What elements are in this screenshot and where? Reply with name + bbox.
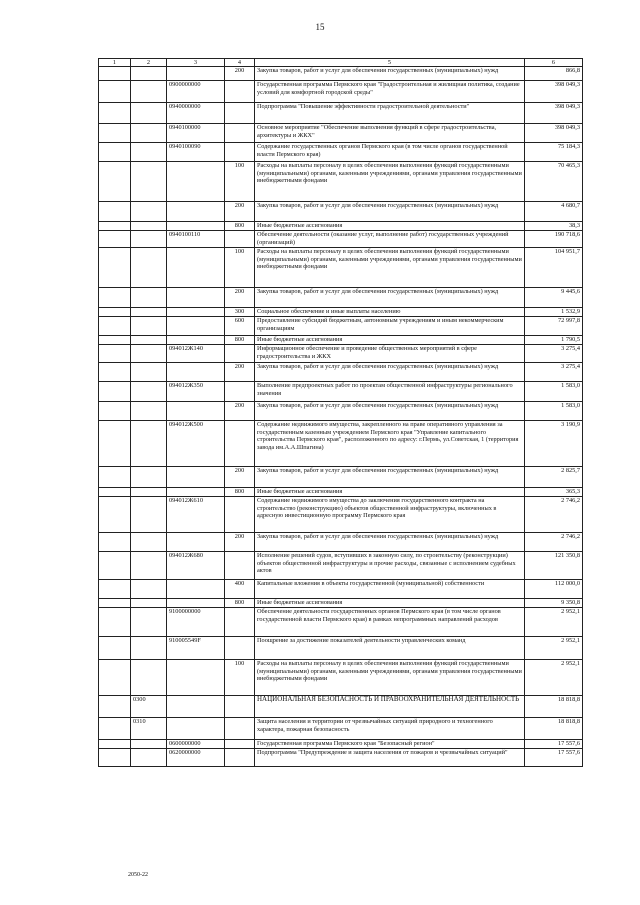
cell-target-article	[167, 467, 225, 488]
table-row	[99, 288, 583, 308]
cell-target-article: 910005549F	[167, 637, 225, 660]
cell-amount: 3 275,4	[525, 363, 583, 382]
cell-amount: 70 465,3	[525, 162, 583, 202]
table-row	[99, 317, 583, 336]
cell-amount: 18 818,8	[525, 718, 583, 740]
cell-subsection	[131, 202, 167, 222]
cell-target-article: 9100000000	[167, 608, 225, 637]
cell-amount: 2 952,1	[525, 660, 583, 696]
cell-target-article	[167, 718, 225, 740]
header-col-5: 5	[255, 59, 525, 67]
cell-subsection	[131, 402, 167, 421]
cell-expense-type: 100	[225, 162, 255, 202]
cell-subsection	[131, 552, 167, 580]
cell-target-article	[167, 162, 225, 202]
cell-target-article: 0940100110	[167, 231, 225, 248]
cell-description: Расходы на выплаты персоналу в целях обеспечения выполнения функций государственными (муниципальными) органами, казенными учреждениями, органами управления государственными внебюджетными фондами	[255, 162, 525, 202]
cell-description: Государственная программа Пермского края "Безопасный регион"	[255, 740, 525, 749]
table-row	[99, 740, 583, 749]
cell-section	[99, 248, 131, 288]
table-row	[99, 143, 583, 162]
table-row	[99, 467, 583, 488]
cell-description: Закупка товаров, работ и услуг для обеспечения государственных (муниципальных) нужд	[255, 402, 525, 421]
cell-section	[99, 288, 131, 308]
cell-subsection	[131, 336, 167, 345]
cell-expense-type	[225, 143, 255, 162]
cell-target-article	[167, 288, 225, 308]
cell-description: Закупка товаров, работ и услуг для обеспечения государственных (муниципальных) нужд	[255, 363, 525, 382]
cell-amount: 75 184,3	[525, 143, 583, 162]
cell-section	[99, 222, 131, 231]
cell-description: Поощрение за достижение показателей деятельности управленческих команд	[255, 637, 525, 660]
table-row	[99, 637, 583, 660]
cell-amount: 9 445,6	[525, 288, 583, 308]
cell-description: Подпрограмма "Предупреждение и защита населения от пожаров и чрезвычайных ситуаций"	[255, 749, 525, 767]
table-row	[99, 248, 583, 288]
cell-target-article	[167, 402, 225, 421]
cell-target-article: 094012Ж680	[167, 552, 225, 580]
cell-amount: 190 718,6	[525, 231, 583, 248]
cell-subsection	[131, 637, 167, 660]
table-row	[99, 222, 583, 231]
cell-target-article	[167, 580, 225, 599]
header-col-6: 6	[525, 59, 583, 67]
cell-description: Закупка товаров, работ и услуг для обеспечения государственных (муниципальных) нужд	[255, 67, 525, 81]
cell-section	[99, 740, 131, 749]
cell-amount: 3 275,4	[525, 345, 583, 363]
cell-description: Иные бюджетные ассигнования	[255, 488, 525, 497]
cell-target-article	[167, 222, 225, 231]
cell-amount: 18 818,8	[525, 696, 583, 718]
cell-description: Содержание недвижимого имущества до заключения государственного контракта на строительство (реконструкцию) объектов общественной инфраструктуры, включенных в адресную инвестиционную программу Пермского края	[255, 497, 525, 533]
cell-expense-type	[225, 637, 255, 660]
cell-amount: 9 350,8	[525, 599, 583, 608]
cell-description: Основное мероприятие "Обеспечение выполнения функций в сфере градостроительства, архитектуры и ЖКХ"	[255, 124, 525, 143]
cell-amount: 866,8	[525, 67, 583, 81]
cell-expense-type: 100	[225, 248, 255, 288]
cell-expense-type	[225, 81, 255, 103]
cell-description: Социальное обеспечение и иные выплаты населению	[255, 308, 525, 317]
cell-subsection	[131, 103, 167, 124]
cell-expense-type	[225, 231, 255, 248]
cell-amount: 365,3	[525, 488, 583, 497]
cell-target-article	[167, 660, 225, 696]
table-row	[99, 488, 583, 497]
cell-subsection	[131, 580, 167, 599]
cell-target-article	[167, 696, 225, 718]
cell-target-article	[167, 363, 225, 382]
cell-amount: 104 951,7	[525, 248, 583, 288]
cell-expense-type	[225, 382, 255, 402]
cell-subsection	[131, 222, 167, 231]
cell-subsection	[131, 81, 167, 103]
header-row	[99, 59, 583, 67]
cell-expense-type: 200	[225, 202, 255, 222]
table-row	[99, 660, 583, 696]
cell-expense-type: 300	[225, 308, 255, 317]
cell-section	[99, 67, 131, 81]
table-row	[99, 67, 583, 81]
cell-section	[99, 202, 131, 222]
cell-section	[99, 749, 131, 767]
cell-section	[99, 308, 131, 317]
header-col-2: 2	[131, 59, 167, 67]
cell-subsection	[131, 660, 167, 696]
cell-subsection	[131, 317, 167, 336]
cell-description: Капитальные вложения в объекты государственной (муниципальной) собственности	[255, 580, 525, 599]
table-row	[99, 552, 583, 580]
cell-subsection	[131, 599, 167, 608]
cell-expense-type: 200	[225, 467, 255, 488]
cell-section	[99, 336, 131, 345]
cell-target-article	[167, 67, 225, 81]
cell-description: Выполнение предпроектных работ по проектам общественной инфраструктуры регионального значения	[255, 382, 525, 402]
cell-section	[99, 608, 131, 637]
cell-subsection	[131, 749, 167, 767]
budget-table	[98, 58, 583, 767]
cell-amount: 398 049,3	[525, 124, 583, 143]
cell-expense-type	[225, 552, 255, 580]
header-col-4: 4	[225, 59, 255, 67]
table-row	[99, 749, 583, 767]
cell-description: Информационное обеспечение и проведение общественных мероприятий в сфере градостроительства и ЖКХ	[255, 345, 525, 363]
cell-expense-type: 600	[225, 317, 255, 336]
cell-amount: 2 825,7	[525, 467, 583, 488]
table-row	[99, 533, 583, 552]
cell-section	[99, 497, 131, 533]
cell-section	[99, 533, 131, 552]
cell-description: Закупка товаров, работ и услуг для обеспечения государственных (муниципальных) нужд	[255, 288, 525, 308]
cell-description: Обеспечение деятельности государственных органов Пермского края (в том числе органов государственной власти Пермского края) в рамках непрограммных направлений расходов	[255, 608, 525, 637]
table-row	[99, 696, 583, 718]
cell-amount: 3 190,9	[525, 421, 583, 467]
cell-subsection	[131, 288, 167, 308]
cell-section	[99, 124, 131, 143]
cell-description: Закупка товаров, работ и услуг для обеспечения государственных (муниципальных) нужд	[255, 533, 525, 552]
table-row	[99, 162, 583, 202]
table-row	[99, 231, 583, 248]
cell-subsection	[131, 67, 167, 81]
cell-amount: 1 532,9	[525, 308, 583, 317]
cell-description: НАЦИОНАЛЬНАЯ БЕЗОПАСНОСТЬ И ПРАВООХРАНИТЕЛЬНАЯ ДЕЯТЕЛЬНОСТЬ	[255, 696, 525, 718]
cell-description: Иные бюджетные ассигнования	[255, 222, 525, 231]
footer-code: 2050-22	[128, 872, 148, 878]
table-row	[99, 81, 583, 103]
cell-target-article	[167, 308, 225, 317]
cell-amount: 72 997,8	[525, 317, 583, 336]
table-row	[99, 402, 583, 421]
cell-target-article	[167, 533, 225, 552]
cell-amount: 1 583,0	[525, 402, 583, 421]
table-row	[99, 599, 583, 608]
cell-subsection	[131, 488, 167, 497]
cell-target-article: 094012Ж610	[167, 497, 225, 533]
cell-target-article: 094012Ж500	[167, 421, 225, 467]
table-row	[99, 345, 583, 363]
cell-target-article	[167, 202, 225, 222]
cell-expense-type	[225, 718, 255, 740]
cell-expense-type	[225, 497, 255, 533]
cell-target-article: 0940100000	[167, 124, 225, 143]
cell-expense-type	[225, 749, 255, 767]
cell-subsection	[131, 467, 167, 488]
cell-description: Расходы на выплаты персоналу в целях обеспечения выполнения функций государственными (муниципальными) органами, казенными учреждениями, органами управления государственными внебюджетными фондами	[255, 660, 525, 696]
cell-subsection	[131, 248, 167, 288]
cell-section	[99, 580, 131, 599]
cell-amount: 2 952,1	[525, 637, 583, 660]
cell-expense-type	[225, 740, 255, 749]
cell-description: Исполнение решений судов, вступивших в законную силу, по строительству (реконструкции) объектов общественной инфраструктуры и прочие расходы, связанные с исполнением судебных актов	[255, 552, 525, 580]
cell-target-article	[167, 599, 225, 608]
cell-amount: 17 557,6	[525, 749, 583, 767]
cell-amount: 38,3	[525, 222, 583, 231]
cell-subsection: 0310	[131, 718, 167, 740]
cell-description: Расходы на выплаты персоналу в целях обеспечения выполнения функций государственными (муниципальными) органами, казенными учреждениями, органами управления государственными внебюджетными фондами	[255, 248, 525, 288]
cell-amount: 398 049,3	[525, 81, 583, 103]
cell-amount: 112 000,0	[525, 580, 583, 599]
cell-section	[99, 162, 131, 202]
cell-section	[99, 696, 131, 718]
cell-amount: 4 680,7	[525, 202, 583, 222]
cell-subsection	[131, 740, 167, 749]
cell-target-article: 0900000000	[167, 81, 225, 103]
cell-target-article: 094012Ж350	[167, 382, 225, 402]
header-col-3: 3	[167, 59, 225, 67]
table-row	[99, 580, 583, 599]
cell-expense-type	[225, 608, 255, 637]
cell-target-article: 0940100090	[167, 143, 225, 162]
cell-description: Подпрограмма "Повышение эффективности градостроительной деятельности"	[255, 103, 525, 124]
cell-subsection	[131, 363, 167, 382]
cell-amount: 1 583,0	[525, 382, 583, 402]
cell-expense-type: 200	[225, 363, 255, 382]
cell-expense-type	[225, 345, 255, 363]
cell-expense-type: 400	[225, 580, 255, 599]
cell-expense-type: 800	[225, 488, 255, 497]
cell-expense-type: 800	[225, 336, 255, 345]
cell-section	[99, 382, 131, 402]
cell-amount: 121 350,8	[525, 552, 583, 580]
cell-section	[99, 143, 131, 162]
table-row	[99, 336, 583, 345]
cell-subsection	[131, 124, 167, 143]
table-row	[99, 363, 583, 382]
cell-description: Обеспечение деятельности (оказание услуг, выполнение работ) государственных учреждений (организаций)	[255, 231, 525, 248]
cell-expense-type: 100	[225, 660, 255, 696]
cell-subsection	[131, 231, 167, 248]
cell-section	[99, 81, 131, 103]
cell-description: Иные бюджетные ассигнования	[255, 599, 525, 608]
cell-subsection	[131, 533, 167, 552]
table-row	[99, 103, 583, 124]
header-col-1: 1	[99, 59, 131, 67]
cell-subsection	[131, 608, 167, 637]
cell-subsection	[131, 382, 167, 402]
cell-target-article	[167, 317, 225, 336]
table-row	[99, 382, 583, 402]
table-row	[99, 497, 583, 533]
cell-subsection: 0300	[131, 696, 167, 718]
page-number: 15	[315, 22, 325, 32]
cell-expense-type: 200	[225, 67, 255, 81]
cell-expense-type: 800	[225, 599, 255, 608]
cell-amount: 2 746,2	[525, 497, 583, 533]
table-row	[99, 421, 583, 467]
cell-section	[99, 637, 131, 660]
cell-description: Защита населения и территории от чрезвычайных ситуаций природного и техногенного характера, пожарная безопасность	[255, 718, 525, 740]
cell-target-article: 094012Ж140	[167, 345, 225, 363]
cell-target-article: 0600000000	[167, 740, 225, 749]
cell-subsection	[131, 497, 167, 533]
cell-amount: 2 952,1	[525, 608, 583, 637]
cell-section	[99, 488, 131, 497]
cell-target-article: 0940000000	[167, 103, 225, 124]
table-row	[99, 608, 583, 637]
cell-subsection	[131, 162, 167, 202]
cell-section	[99, 467, 131, 488]
cell-section	[99, 231, 131, 248]
cell-section	[99, 718, 131, 740]
table-row	[99, 718, 583, 740]
cell-subsection	[131, 308, 167, 317]
cell-target-article	[167, 248, 225, 288]
cell-amount: 398 049,3	[525, 103, 583, 124]
cell-section	[99, 599, 131, 608]
cell-section	[99, 317, 131, 336]
cell-target-article	[167, 488, 225, 497]
cell-expense-type: 200	[225, 533, 255, 552]
cell-section	[99, 552, 131, 580]
cell-section	[99, 345, 131, 363]
cell-expense-type	[225, 696, 255, 718]
cell-section	[99, 402, 131, 421]
table-body	[99, 67, 583, 767]
cell-section	[99, 103, 131, 124]
cell-amount: 1 790,5	[525, 336, 583, 345]
cell-subsection	[131, 345, 167, 363]
cell-description: Государственная программа Пермского края "Градостроительная и жилищная политика, создание условий для комфортной городской среды"	[255, 81, 525, 103]
cell-description: Закупка товаров, работ и услуг для обеспечения государственных (муниципальных) нужд	[255, 467, 525, 488]
cell-description: Содержание государственных органов Пермского края (в том числе органов государственной власти Пермского края)	[255, 143, 525, 162]
cell-description: Закупка товаров, работ и услуг для обеспечения государственных (муниципальных) нужд	[255, 202, 525, 222]
cell-description: Предоставление субсидий бюджетным, автономным учреждениям и иным некоммерческим организациям	[255, 317, 525, 336]
cell-expense-type: 800	[225, 222, 255, 231]
cell-description: Иные бюджетные ассигнования	[255, 336, 525, 345]
cell-section	[99, 421, 131, 467]
cell-expense-type: 200	[225, 402, 255, 421]
cell-amount: 2 746,2	[525, 533, 583, 552]
cell-expense-type	[225, 124, 255, 143]
cell-section	[99, 660, 131, 696]
table-row	[99, 202, 583, 222]
cell-amount: 17 557,6	[525, 740, 583, 749]
cell-subsection	[131, 421, 167, 467]
cell-target-article: 0620000000	[167, 749, 225, 767]
table-row	[99, 308, 583, 317]
cell-expense-type: 200	[225, 288, 255, 308]
table-header	[99, 59, 583, 67]
cell-subsection	[131, 143, 167, 162]
cell-section	[99, 363, 131, 382]
cell-target-article	[167, 336, 225, 345]
cell-expense-type	[225, 421, 255, 467]
table-row	[99, 124, 583, 143]
cell-description: Содержание недвижимого имущества, закрепленного на праве оперативного управления за государственным казенным учреждением Пермского края "Управление капитального строительства Пермского края", расположенного по адресу: г.Пермь, ул.Советская, 1 (территория завода им.А.А.Шпагина)	[255, 421, 525, 467]
cell-expense-type	[225, 103, 255, 124]
